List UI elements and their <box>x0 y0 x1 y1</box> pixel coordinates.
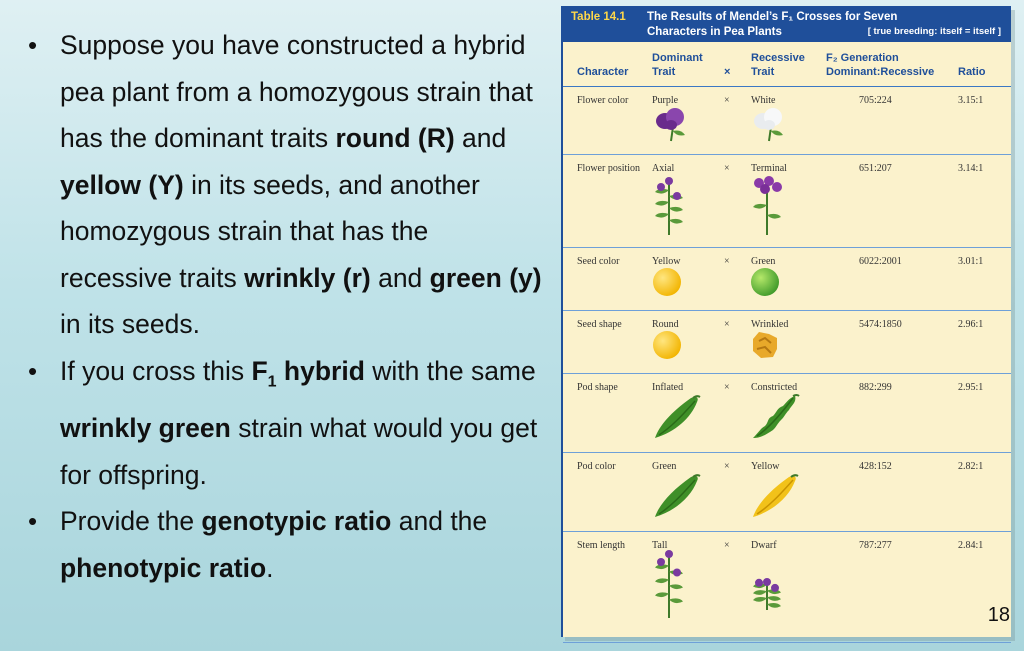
table-row <box>563 532 1011 643</box>
cell-dominant: Inflated <box>652 382 684 393</box>
table-title-line2: Characters in Pea Plants <box>647 26 782 38</box>
cell-x: × <box>724 319 730 330</box>
cell-dominant: Yellow <box>652 256 681 267</box>
text: and <box>454 123 507 153</box>
cell-ratio: 3.14:1 <box>958 163 984 174</box>
cell-recessive: Terminal <box>751 163 787 174</box>
axial-flower-icon <box>651 175 687 238</box>
cell-dominant: Round <box>652 319 679 330</box>
table-body <box>563 87 1011 643</box>
cell-character: Pod color <box>577 461 616 472</box>
bold-text: phenotypic ratio <box>60 552 267 583</box>
table-row <box>563 453 1011 532</box>
cell-ratio: 3.15:1 <box>958 95 984 106</box>
cell-character: Stem length <box>577 540 626 551</box>
cell-x: × <box>724 256 730 267</box>
bullet-item <box>26 348 546 499</box>
table-note: [ true breeding: itself = itself ] <box>867 26 1001 37</box>
cell-generation: 705:224 <box>859 95 892 106</box>
cell-ratio: 2.84:1 <box>958 540 984 551</box>
cell-dominant: Purple <box>652 95 679 106</box>
cell-x: × <box>724 461 730 472</box>
dwarf-plant-icon <box>749 576 785 613</box>
cell-character: Seed shape <box>577 319 622 330</box>
cell-recessive: Wrinkled <box>751 319 789 330</box>
cell-generation: 428:152 <box>859 461 892 472</box>
bold-text: wrinkly green <box>60 413 231 444</box>
text: If you cross this <box>60 355 252 386</box>
cell-recessive: White <box>751 95 776 106</box>
mendel-table <box>561 6 1011 637</box>
bullet-item <box>26 498 546 591</box>
terminal-flower-icon <box>749 175 785 238</box>
white-flower-icon <box>749 107 789 146</box>
header-dominant-2: Trait <box>652 66 676 78</box>
round-seed-icon <box>651 329 683 364</box>
cell-dominant: Tall <box>652 540 668 551</box>
header-recessive-1: Recessive <box>751 52 805 64</box>
cell-generation: 5474:1850 <box>859 319 902 330</box>
text: Suppose you have constructed a hybrid pea plant from a homozygous strain that has the dominant traits <box>60 30 533 153</box>
cell-generation: 651:207 <box>859 163 892 174</box>
inflated-pod-icon <box>651 392 703 445</box>
text: . <box>266 552 274 583</box>
cell-dominant: Green <box>652 461 677 472</box>
cell-ratio: 2.95:1 <box>958 382 984 393</box>
cell-generation: 787:277 <box>859 540 892 551</box>
cell-ratio: 3.01:1 <box>958 256 984 267</box>
table-row <box>563 374 1011 453</box>
column-headers <box>563 42 1011 87</box>
cell-character: Flower color <box>577 95 629 106</box>
bold-text: green (y) <box>429 262 542 293</box>
cell-x: × <box>724 540 730 551</box>
cell-recessive: Constricted <box>751 382 798 393</box>
text: with the same <box>364 355 536 386</box>
header-generation-1: F₂ Generation <box>826 52 899 64</box>
cell-generation: 882:299 <box>859 382 892 393</box>
bold-text: genotypic ratio <box>201 506 392 537</box>
cell-x: × <box>724 163 730 174</box>
header-x: × <box>724 66 731 78</box>
bullet-list <box>26 22 546 591</box>
header-recessive-2: Trait <box>751 66 775 78</box>
green-seed-icon <box>749 266 781 301</box>
bold-text: F <box>251 355 268 386</box>
text: strain what would you get for offspring. <box>60 413 538 490</box>
table-row <box>563 87 1011 155</box>
text: in its seeds. <box>60 309 200 339</box>
green-pod-icon <box>651 471 703 524</box>
table-row <box>563 155 1011 248</box>
tall-plant-icon <box>651 548 687 621</box>
header-dominant-1: Dominant <box>652 52 703 64</box>
table-header <box>563 6 1011 42</box>
bold-text: round (R) <box>335 123 455 153</box>
cell-character: Flower position <box>577 163 641 174</box>
text: and the <box>391 506 488 537</box>
table-row <box>563 248 1011 311</box>
cell-generation: 6022:2001 <box>859 256 902 267</box>
cell-recessive: Yellow <box>751 461 780 472</box>
table-number: Table 14.1 <box>571 11 626 23</box>
cell-dominant: Axial <box>652 163 675 174</box>
text: and <box>370 262 430 293</box>
page-number: 18 <box>987 604 1010 626</box>
bold-text: yellow (Y) <box>60 169 184 200</box>
cell-character: Pod shape <box>577 382 618 393</box>
header-ratio: Ratio <box>958 66 986 78</box>
purple-flower-icon <box>651 107 691 146</box>
cell-ratio: 2.82:1 <box>958 461 984 472</box>
header-character: Character <box>577 66 629 78</box>
bold-text: wrinkly (r) <box>244 262 371 293</box>
table-row <box>563 311 1011 374</box>
cell-ratio: 2.96:1 <box>958 319 984 330</box>
constricted-pod-icon <box>749 392 801 445</box>
yellow-pod-icon <box>749 471 801 524</box>
cell-recessive: Dwarf <box>751 540 777 551</box>
bullet-item <box>26 22 546 348</box>
table-title-line1: The Results of Mendel’s F₁ Crosses for Seven <box>647 11 898 23</box>
cell-recessive: Green <box>751 256 776 267</box>
cell-x: × <box>724 382 730 393</box>
wrinkled-seed-icon <box>749 329 781 364</box>
cell-character: Seed color <box>577 256 620 267</box>
bold-text: hybrid <box>276 355 365 386</box>
text: Provide the <box>60 506 202 537</box>
text: in its seeds, and another homozygous strain that has the recessive traits <box>60 169 480 293</box>
yellow-seed-icon <box>651 266 683 301</box>
bold-text: 1 <box>267 372 277 390</box>
header-generation-2: Dominant:Recessive <box>826 66 935 78</box>
cell-x: × <box>724 95 730 106</box>
